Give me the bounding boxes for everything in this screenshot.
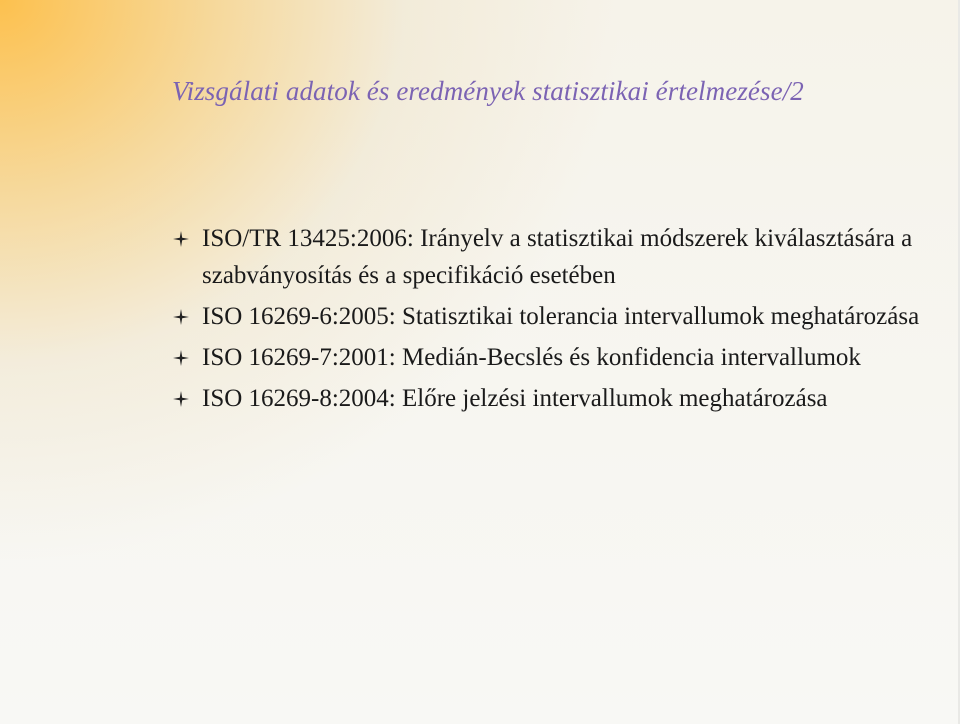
bullet-text: ISO 16269-7:2001: Medián-Becslés és konfidencia intervallumok: [202, 344, 861, 371]
bullet-text: ISO/TR 13425:2006: Irányelv a statisztikai módszerek kiválasztására a szabványosítás és a specifikáció esetében: [202, 225, 913, 289]
bullet-text: ISO 16269-8:2004: Előre jelzési intervallumok meghatározása: [202, 385, 828, 412]
bullet-item: [170, 298, 930, 335]
star-bullet-icon: [170, 339, 192, 376]
star-bullet-icon: [170, 380, 192, 417]
slide-title: Vizsgálati adatok és eredmények statisztikai értelmezése/2: [172, 76, 804, 106]
star-bullet-icon: [170, 298, 192, 335]
bullet-list: [170, 220, 930, 421]
bullet-item: [170, 339, 930, 376]
bullet-item: [170, 220, 930, 294]
bullet-item: [170, 380, 930, 417]
star-bullet-icon: [170, 220, 192, 257]
bullet-text: ISO 16269-6:2005: Statisztikai tolerancia intervallumok meghatározása: [202, 303, 920, 330]
